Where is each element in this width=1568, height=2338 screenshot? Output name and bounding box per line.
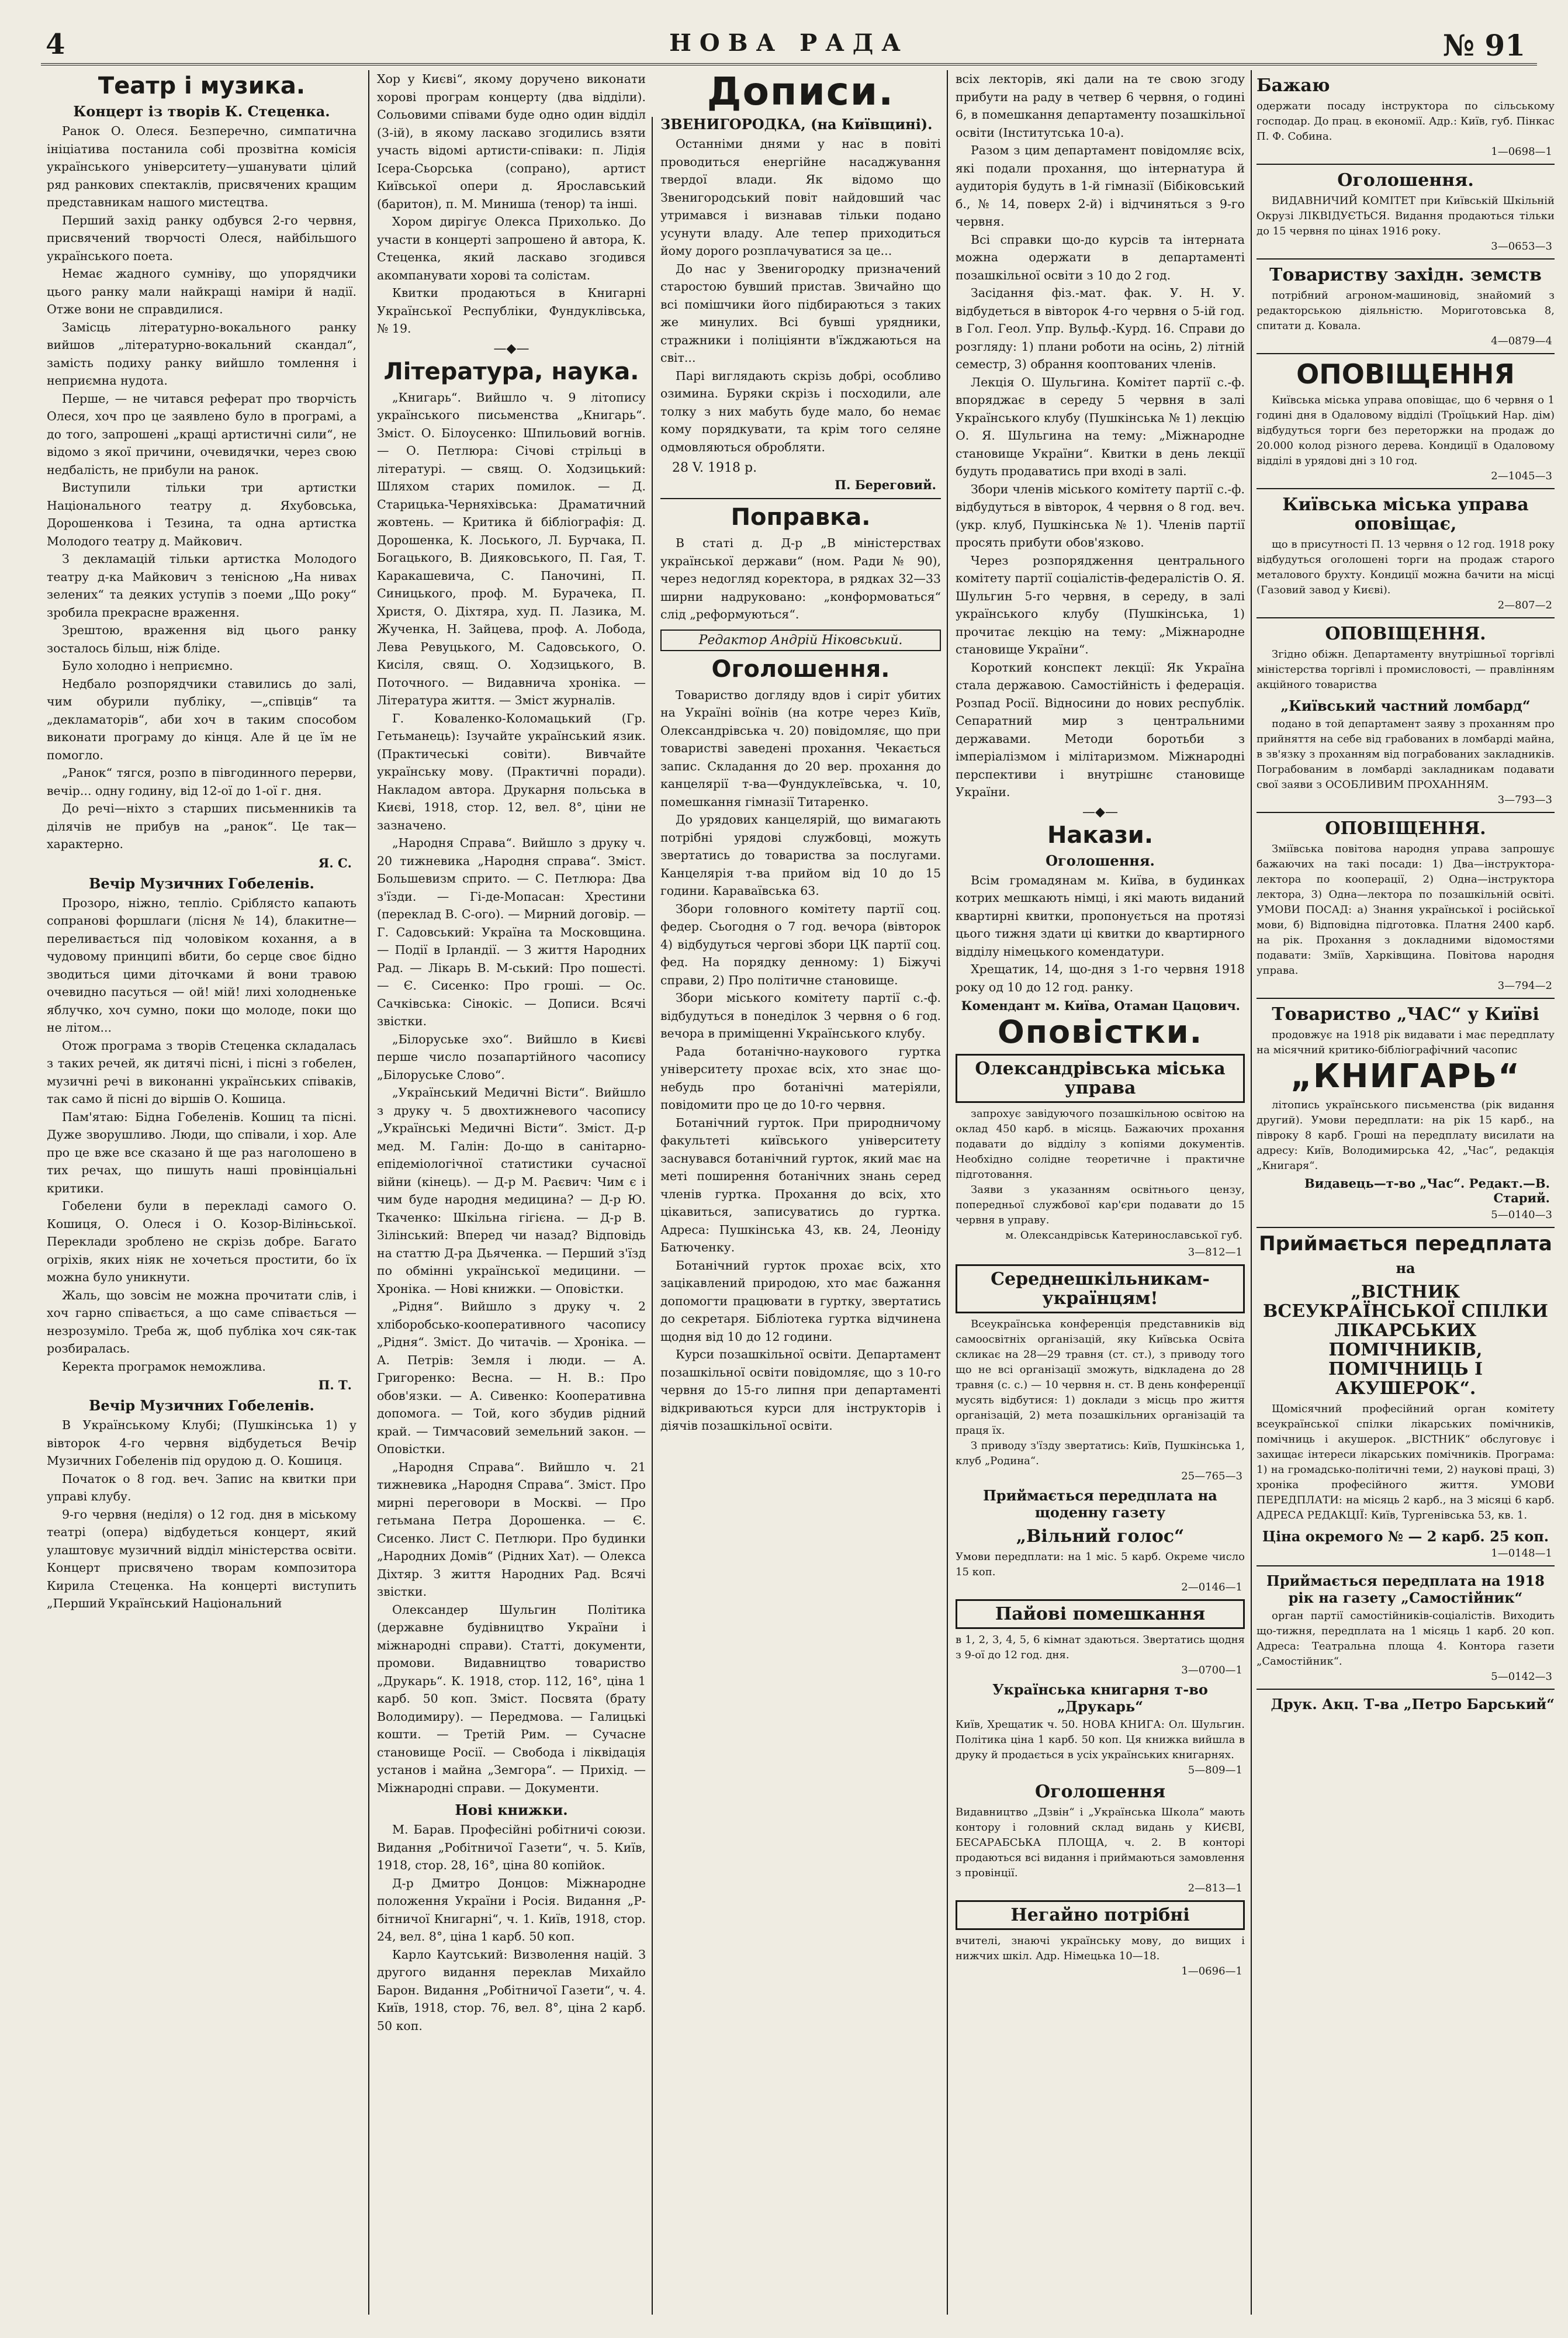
- ad-text: орган партії самостійників-соціалістів. Виходить що-тижня, передплата на 1 місяць 1 карб. 20 коп. Адреса: Театральна площа 4. Контора газети „Самостійник“.: [1257, 1609, 1555, 1668]
- paragraph: Прозоро, ніжно, тепліо. Сріблясто капають сопранові форшлаги (лісня № 14), блакитне—переливається під чоловіком кохання, а в чудовому принципі вбити, бо серце своє бідно зводиться цими діточками й вони травою очевидно пасуться — ой! мій! лихі холодненьке яблучко, хоч сумно, поки що молоде, поки що не літом...: [47, 895, 356, 1035]
- paragraph: „Народня Справа“. Вийшло ч. 21 тижневика „Народня Справа“. Зміст. Про мирні переговори в Москві. — Про гетьмана Петра Дорошенка. — Є. Сисенко. Лист С. Петлюри. Про будинки „Народних Домів“ (Рідних Хат). — Олекса Діхтяр. З життя Народних Рад. Всячі звістки.: [377, 1459, 646, 1599]
- paragraph: До речі—ніхто з старших письменників та ділячів не прибув на „ранок“. Це так—характерно.: [47, 801, 356, 851]
- rule: [1257, 812, 1555, 813]
- ad-text: продовжує на 1918 рік видавати і має передплату на місячний критико-бібліографічний часопис: [1257, 1029, 1555, 1057]
- section-heading-theatre: Театр і музика.: [98, 72, 306, 99]
- paragraph: Ботанічний гурток. При природничому факультеті київського університету заснувався ботанічний гурток, який має на меті поширення ботанічних знань серед членів гуртка. Прохання до всіх, хто цікавиться, записуватись до гуртка. Адреса: Пушкінська 43, кв. 24, Леоніду Батюченку.: [660, 1115, 941, 1254]
- rule: [1257, 1227, 1555, 1228]
- paragraph: Хором дирігує Олекса Прихолько. До участи в концерті запрошено й автора, К. Стеценка, який ласкаво згодився акомпанувати хорові та солістам.: [377, 215, 646, 282]
- paragraph: „Український Медичні Вісти“. Вийшло з друку ч. 5 двохтижневого часопису „Українські Медичні Вісти“. Зміст. Д-р мед. М. Галін: До-що в санітарно-епідеміологічної статистики сучасної війни (кінець). — Д-р М. Раєвич: Чим є і чим буде народня медицина? — Д-р Ю. Ткаченко: Шкільна гігієна. — Д-р В. Зілінський: Вперед чи назад? Відповідь на статтю Д-ра Дьяченка. — Перший з'їзд по обмінні української медицини. — Хроніка. — Нові книжки. — Оповістки.: [377, 1085, 646, 1296]
- signature: П. Т.: [318, 1378, 352, 1392]
- ad-title: „ВІСТНИК ВСЕУКРАЇНСЬКОЇ СПІЛКИ ЛІКАРСЬКИХ ПОМІЧНИКІВ, ПОМІЧНИЦЬ І АКУШЕРОК“.: [1262, 1281, 1549, 1399]
- dateline: ЗВЕНИГОРОДКА, (на Київщині).: [660, 116, 933, 133]
- article-heading: Нові книжки.: [455, 1801, 568, 1818]
- ad-heading: Українська книгарня т-во „Друкарь“: [992, 1681, 1208, 1715]
- ad-text: подано в той департамент заяву з проханням про прийняття на себе від грабованих в ломбарді майна, в зв'язку з проханням від пограбованих закладників. Пограбованим в ломбарді закладникам подавати свої заяви з ОСОБЛИВИМ ПРОХАННЯМ.: [1257, 718, 1555, 791]
- paragraph: Збори членів міського комітету партії с.-ф. відбудуться в вівторок, 4 червня о 8 год. веч. (укр. клуб, Пушкінська № 1). Членів партії просять прибути обов'язково.: [956, 482, 1245, 549]
- paragraph: Квитки продаються в Книгарні Української Республіки, Фундуклівська, № 19.: [377, 286, 646, 336]
- paragraph: Товариство догляду вдов і сиріт убитих на Україні воїнів (на котре через Київ, Олександрівська ч. 20) повідомляє, що при товаристві заведені прохання. Чекається запис. Складання до 20 вер. прохання до канцелярії т-ва—Фундуклеївська, ч. 10, помешкання гімназії Титаренко.: [660, 687, 941, 809]
- ad-heading: Приймається передплата на щоденну газету: [983, 1487, 1217, 1521]
- paragraph: Збори міського комітету партії с.-ф. відбудуться в понеділок 3 червня о 6 год. вечора в приміщенні Українського клубу.: [660, 991, 941, 1040]
- ad-text: Київська міська управа оповіщає, що 6 червня о 1 годині дня в Одаловому відділі (Троїцький Нар. дім) відбудуться торги без переторжки на продаж до 20.000 колод різного дерева. Кондиції в Одаловому відділі в урядові дні з 10 год.: [1257, 394, 1555, 468]
- ornament-divider: —◆—: [493, 341, 529, 356]
- paragraph: М. Барав. Професійні робітничі союзи. Видання „Робітничої Газети“, ч. 5. Київ, 1918, стор. 28, 16°, ціна 80 копійок.: [377, 1822, 646, 1872]
- ad-heading: Бажаю: [1257, 75, 1330, 96]
- paragraph: Керекта програмок неможлива.: [62, 1359, 266, 1374]
- ad-text: Київ, Хрещатик ч. 50. НОВА КНИГА: Ол. Шульгин. Політика ціна 1 карб. 50 коп. Ця книжка вийшла в друку й продається в усіх українських книгарнях.: [956, 1718, 1245, 1761]
- ad-heading: Товариство „ЧАС“ у Київі: [1272, 1004, 1539, 1025]
- ad-heading: Пайові помешкання: [956, 1599, 1245, 1629]
- issue-number: № 91: [1442, 28, 1525, 63]
- ad-heading: ОПОВІЩЕННЯ.: [1325, 818, 1486, 839]
- rule: [660, 498, 941, 499]
- paragraph: „Народня Справа“. Вийшло з друку ч. 20 тижневика „Народня справа“. Зміст. Большевизм сприто. — С. Петлюра: Два з'їзди. — Гі-де-Мопасан: Хрестини (переклад В. С-ого). — Мирний договір. — Г. Садовський: Україна та Московщина. — Події в Ірландії. — З життя Народних Рад. — Лікарь В. М-ський: Про пошесті. — Є. Сисенко: Про гроші. — Ос. Сачківська: Сінокіс. — Дописи. Всячі звістки.: [377, 836, 646, 1028]
- ad-text: ВИДАВНИЧИЙ КОМІТЕТ при Київській Шкільній Окрузі ЛІКВІДУЄТЬСЯ. Видання продаються тільки до 15 червня по цінах 1916 року.: [1257, 195, 1555, 237]
- paragraph: В Українському Клубі; (Пушкінська 1) у вівторок 4-го червня відбудеться Вечір Музичних Гобеленів під орудою д. О. Кошиця.: [47, 1418, 356, 1468]
- ad-code: 5—0140—3: [1491, 1209, 1552, 1222]
- ornament-divider: —◆—: [1082, 804, 1118, 819]
- paragraph: Гобелени були в перекладі самого О. Кошиця, О. Олеся і О. Козор-Віліньської. Переклади зроблено не скрізь добре. Багато огріхів, яких ніяк не хочеться простити, бо їх можна було уникнути.: [47, 1199, 356, 1284]
- ad-text: Щомісячний професійний орган комітету всеукраїнської спілки лікарських помічників, помічниць і акушерок. „ВІСТНИК“ обслуговує і захищає інтереси лікарських помічників. Програма: 1) на громадсько-політичні теми, 2) наукові праці, 3) хроніка професійного життя. УМОВИ ПЕРЕДПЛАТИ: на місяць 2 карб., на 3 місяці 6 карб. АДРЕСА РЕДАКЦІЇ: Київ, Тургенівська 53, кв. 1.: [1257, 1402, 1555, 1521]
- ad-price: Ціна окремого № — 2 карб. 25 коп.: [1262, 1527, 1549, 1545]
- rule: [1257, 1565, 1555, 1566]
- paragraph: Останніми днями у нас в повіті проводиться енергійне насаджування твердої влади. Як відомо що Звенигородський повіт найдовший час утримався і визнавав тільки подано усунути владу. Але тепер приходиться йому дорого розплачуватися за це...: [660, 137, 941, 258]
- ad-code: 25—765—3: [1181, 1470, 1242, 1482]
- ad-text: що в присутності П. 13 червня о 12 год. 1918 року відбудуться оголошені торги на продаж старого металового брухту. Кондиції можна бачити на місці (Газовий завод у Києві).: [1257, 538, 1555, 597]
- ad-subheading: на: [1396, 1259, 1415, 1277]
- paragraph: Всі справки що-до курсів та інтерната можна одержати в департаменті позашкільної освіти з 10 до 2 год.: [956, 232, 1245, 282]
- ad-code: 5—809—1: [1188, 1764, 1242, 1776]
- paragraph: Г. Коваленко-Коломацький (Гр. Гетьманець): Ізучайте український язик. (Практичеські совіти). Вивчайте українську мову. (Практичні поради). Накладом автора. Друкарня польська в Києві, 1918, стор. 12, вел. 8°, ціни не зазначено.: [377, 711, 646, 832]
- paragraph: „Ранок“ тягся, розпо в півгодинного перерви, вечір... одну годину, від 12-ої до 1-ої г. дня.: [47, 766, 356, 798]
- paragraph: Було холодно і неприємно.: [62, 659, 233, 673]
- ad-heading: Товариству західн. земств: [1269, 265, 1542, 285]
- rule: [1257, 353, 1555, 354]
- column-divider: [368, 70, 369, 2315]
- signature: Комендант м. Київа, Отаман Цацович.: [961, 998, 1240, 1013]
- paragraph: Перше, — не читався реферат про творчість Олеся, хоч про це заявлено було в програмі, а до того, запрошені „кращі артистичні сили“, не відомо з якої причини, очевидячки, через свою недбалість, не прибули на ранок.: [47, 391, 356, 477]
- paragraph: „Книгарь“. Вийшло ч. 9 літопису українського письменства „Книгарь“. Зміст. О. Білоусенко: Шпильовий вогнів. — О. Петлюра: Січові стрільці в літературі. — свящ. О. Ходзицький: Шляхом старих помилок. — Д. Старицька-Черняхівська: Драматичний жовтень. — Критика й бібліографія: Д. Дорошенка, К. Лоського, Л. Бурчака, П. Богацького, В. Дияковського, П. Гая, Т. Каракашевича, С. Паночині, П. Синицького, проф. М. Бурачека, П. Христя, О. Діхтяра, худ. П. Лазика, М. Жученка, Н. Зайцева, проф. А. Лобода, Лева Ревуцького, М. Садовського, О. Кисіля, свящ. О. Ходзицького, В. Поточного. — Видавнича хроніка. — Література життя. — Зміст журналів.: [377, 390, 646, 707]
- ad-text: одержати посаду інструктора по сільському господар. До прац. в економії. Адр.: Київ, губ. Пінкас П. Ф. Собина.: [1257, 100, 1555, 143]
- ad-code: 2—0146—1: [1181, 1581, 1242, 1593]
- paragraph: Парі виглядають скрізь добрі, особливо озимина. Буряки скрізь і посходили, але толку з них мабуть буде мало, бо немає кому порядкувати, та крім того селяне одмовляються обробляти.: [660, 368, 941, 454]
- column-divider: [652, 117, 653, 2315]
- ad-text: Видавництво „Дзвін“ і „Українська Школа“ мають контору і головний склад видань у КИЄВІ, БЕСАРАБСЬКА ПЛОЩА, ч. 2. В конторі продаються всі видання і приймаються замовлення з провінції.: [956, 1806, 1245, 1879]
- paragraph: Курси позашкільної освіти. Департамент позашкільної освіти повідомляє, що з 10-го червня до 15-го липня при департаменті відкриваються курси для інструкторів і діячів позашкільної освіти.: [660, 1347, 941, 1433]
- section-heading-dopysy: Дописи.: [707, 70, 895, 114]
- paragraph: Через розпорядження центрального комітету партії соціалістів-федералістів О. Я. Шульгин 5-го червня, в середу, в залі українського клубу (Пушкінська, 1) прочитає лекцію на тему: „Міжнародне становище України“.: [956, 553, 1245, 656]
- ad-title: „Вільний голос“: [1016, 1526, 1185, 1547]
- article-date: 28 V. 1918 р.: [672, 461, 757, 475]
- column-4: [956, 70, 1245, 2315]
- paragraph: „Рідня“. Вийшло з друку ч. 2 хліборобсько-кооперативного часопису „Рідня“. Зміст. До читачів. — Хроніка. — А. Петрів: Земля і люди. — А. Григоренко: Весна. — Н. В.: Про обов'язки. — А. Сивенко: Кооперативна допомога. — Той, кого збудив рідний край. — Тимчасовий земельний закон. — Оповістки.: [377, 1299, 646, 1456]
- ad-code: 5—0142—3: [1491, 1670, 1552, 1683]
- ad-heading: Олександрівська міська управа: [956, 1054, 1245, 1103]
- paragraph: Отож програма з творів Стеценка складалась з таких речей, як дитячі пісні, і пісні з гобелен, музичні речі в виконанні українських співаків, так само й пісні до віршів О. Кошица.: [47, 1038, 356, 1106]
- ad-text: Всеукраїнська конференція представників від самоосвітніх організацій, яку Київська Освіта скликає на 28—29 травня (ст. ст.), з приводу того що не всі організації зможуть, відкладена до 28 травня (с. с.) — 10 червня н. ст. В день конференції мусять відбутися: 1) доклади з місць про життя організацій, 2) мета позашкільних організацій та праця їх.: [956, 1318, 1245, 1437]
- signature: П. Береговий.: [835, 478, 936, 492]
- ad-text: Згідно обіжн. Департаменту внутрішньої торгівлі міністерства торгівлі і промисловості, — правлінням акційного товариства: [1257, 648, 1555, 691]
- ad-code: 3—793—3: [1497, 794, 1552, 807]
- column-divider: [947, 70, 948, 2315]
- rule: [1257, 617, 1555, 618]
- paragraph: Пам'ятаю: Бідна Гобеленів. Кошиц та пісні. Дуже зворушливо. Люди, що співали, і хор. Але про це вже все сказано й ще раз наголошено в тих речах, що пишуть наші провінціальні критики.: [47, 1109, 356, 1195]
- editor-line: Редактор Андрій Ніковський.: [660, 630, 941, 651]
- paragraph: До нас у Звенигородку призначений старостою бувший пристав. Звичайно що всі помішчики його підбираються з таких же минулих. Всі бувші урядники, стражники і поліціянти в'їжджаються на світ...: [660, 261, 941, 365]
- ad-text: літопись українського письменства (рік видання другий). Умови передплати: на рік 15 карб., на півроку 8 карб. Гроші на передплату висилати на адресу: Київ, Володимирська 42, „Час“, редакція „Книгаря“.: [1257, 1099, 1555, 1173]
- section-heading-ogoloshennia: Оголошення.: [711, 655, 890, 683]
- paragraph: Разом з цим департамент повідомляє всіх, які подали прохання, що інтернатура й аудиторія будуть в 1-й гімназії (Бібіковський б., № 14, поверх 2-й) і відчиняться з 9-го червня.: [956, 143, 1245, 229]
- paragraph: Всім громадянам м. Київа, в будинках котрих мешкають німці, і які мають виданий квартирні квитки, пропонується на протязі цього тижня здати ці квитки до квартирного відділу німецького комендатури.: [956, 873, 1245, 959]
- paragraph: Зрештою, враження від цього ранку зосталось більш, ніж бліде.: [47, 623, 356, 655]
- paragraph: Немає жадного сумніву, що упорядчики цього ранку мали найкращі наміри й надії. Отже вони не справдилися.: [47, 267, 356, 316]
- ad-text: З приводу з'їзду звертатись: Київ, Пушкінська 1, клуб „Родина“.: [956, 1440, 1245, 1467]
- paragraph: „Білоруське эхо“. Вийшло в Києві перше число позапартійного часопису „Білоруське Слово“.: [377, 1032, 646, 1082]
- ad-code: 1—0148—1: [1491, 1547, 1552, 1559]
- rule: [1257, 998, 1555, 999]
- ad-heading: Оголошення.: [1337, 170, 1474, 191]
- section-heading-opovistky: Оповістки.: [997, 1014, 1203, 1050]
- column-5: [1257, 70, 1555, 2315]
- ad-heading: Приймається передплата на 1918 рік на газету „Самостійник“: [1266, 1572, 1545, 1606]
- ad-heading: Негайно потрібні: [956, 1900, 1245, 1930]
- ad-code: 2—813—1: [1188, 1882, 1242, 1894]
- paragraph: Олександер Шульгин Політика (державне будівництво України і міжнародні справи). Статті, документи, промови. Видавництво товариство „Друкарь“. К. 1918, стор. 112, 16°, ціна 1 карб. 50 коп. Зміст. Посвята (брату Володимиру). — Передмова. — Галицькі кошти. — Третій Рим. — Сучасне становище Росії. — Свобода і ліквідація установ і майна „Земгора“. — Прихід. — Міжнародні справи. — Документи.: [377, 1602, 646, 1795]
- ad-title: „Київський частний ломбард“: [1280, 697, 1531, 715]
- ad-text: Зміївська повітова народня управа запрошує бажаючих на такі посади: 1) Два—інструктора-лектора по кооперації, 2) Одна—інструктора лектора, 3) Одна—лектора по позашкільній освіті. УМОВИ ПОСАД: а) Знання української і російської мови, б) Відповідна підготовка. Платня 2400 карб. на рік. Прохання з докладними відомостями подавати: Зміїв, Харківщина. Повітова народня управа.: [1257, 843, 1555, 977]
- ad-code: 4—0879—4: [1491, 335, 1552, 347]
- column-1: [47, 70, 356, 2315]
- paragraph: Короткий конспект лекції: Як Україна стала державою. Самостійність і федерація. Розпад Росії. Відносини до нових республік. Сепаратний мир з центральними державами. Методи боротьби з імперіалізмом і мілітаризмом. Міжнародні перспективи і внутрішнє становище України.: [956, 660, 1245, 799]
- paragraph: Лекція О. Шульгина. Комітет партії с.-ф. впоряджає в середу 5 червня в залі Українського клубу (Пушкінська № 1) лекцію О. Я. Шульгина на тему: „Міжнародне становище України“. Квитки в день лекції будуть продаватись при вході в залі.: [956, 375, 1245, 478]
- ad-code: 1—0696—1: [1181, 1965, 1242, 1977]
- paragraph: Виступили тільки три артистки Національного театру д. Яхубовська, Дорошенкова і Тезина, та одна артистка Молодого театру д. Майкович.: [47, 480, 356, 548]
- paragraph: Збори головного комітету партії соц. федер. Сьогодня о 7 год. вечора (вівторок 4) відбудуться чергові збори ЦК партії соц. фед. На порядку денному: 1) Біжучі справи, 2) Про політичне становище.: [660, 901, 941, 987]
- ad-code: 2—1045—3: [1491, 470, 1552, 483]
- section-heading-correction: Поправка.: [731, 504, 871, 531]
- article-heading: Оголошення.: [1046, 852, 1155, 869]
- paragraph: Хрещатик, 14, що-дня з 1-го червня 1918 року од 10 до 12 год. ранку.: [956, 962, 1245, 994]
- column-2: [377, 70, 646, 2315]
- paragraph: Засідання фіз.-мат. фак. У. Н. У. відбудеться в вівторок 4-го червня о 5-ій год. в Гол. Геол. Упр. Вульф.-Курд. 16. Справи до розгляду: 1) плани роботи на осінь, 2) літній семестр, 3) обрання кооптованих членів.: [956, 286, 1245, 371]
- ad-text: потрібний агроном-машиновід, знайомий з редакторською діяльністю. Мориготовська 8, спитати д. Ковала.: [1257, 289, 1555, 332]
- ad-code: 3—0700—1: [1181, 1664, 1242, 1676]
- page-header: [41, 28, 1537, 65]
- newspaper-title: НОВА РАДА: [669, 29, 909, 57]
- ad-text: Заяви з указанням освітнього цензу, попередньої службової кар'єри подавати до 15 червня в управу.: [956, 1184, 1245, 1226]
- paragraph: Ботанічний гурток прохає всіх, хто зацікавлений природою, хто має бажання допомогти працювати в гуртку, звертатись до секретаря. Бібліотека гуртка відчинена щодня від 10 до 12 години.: [660, 1258, 941, 1344]
- paragraph: Перший захід ранку одбувся 2-го червня, присвячений творчості Олеся, найбільшого українського поета.: [47, 213, 356, 263]
- rule: [1257, 164, 1555, 165]
- paragraph: До урядових канцелярій, що вимагають потрібні урядові службовці, можуть звертатись до товариства за послугами. Канцелярія т-ва прийом від 10 до 15 години. Караваївська 63.: [660, 812, 941, 898]
- ad-code: 3—0653—3: [1491, 240, 1552, 253]
- article-heading: Концерт із творів К. Стеценка.: [73, 103, 330, 120]
- ad-code: 3—794—2: [1497, 980, 1552, 992]
- paragraph: всіх лекторів, які дали на те свою згоду прибути на раду в четвер 6 червня, о годині 6, в помешкання департаменту позашкільної освіти (Інститутська 10-а).: [956, 72, 1245, 140]
- ad-text: вчителі, знаючі українську мову, до вищих і нижчих шкіл. Адр. Німецька 10—18.: [956, 1935, 1245, 1962]
- column-3: [660, 70, 941, 2315]
- ad-heading: Оголошення: [1034, 1782, 1166, 1802]
- ad-heading: Середнешкільникам-українцям!: [956, 1264, 1245, 1313]
- section-heading-nakazy: Накази.: [1047, 821, 1154, 849]
- paragraph: Хор у Києві“, якому доручено виконати хорові програм концерту (два відділи). Сольовими співами буде одно один відділ (3-ій), в якому ласкаво згодились взяти участь відомі артисти-співаки: п. Лідія Ісера-Сьорська (сопрано), артист Київської опери д. Ярославський (баритон), п. М. Миниша (тенор) та інші.: [377, 72, 646, 211]
- paragraph: Жаль, що зовсім не можна прочитати слів, і хоч гарно співається, а що саме співається — незрозуміло. Треба ж, щоб публіка хоч сяк-так розбиралась.: [47, 1288, 356, 1355]
- ad-text: в 1, 2, 3, 4, 5, 6 кімнат здаються. Звертатись щодня з 9-ої до 12 год. дня.: [956, 1634, 1245, 1661]
- ad-text: Умови передплати: на 1 міс. 5 карб. Окреме число 15 коп.: [956, 1551, 1245, 1578]
- paragraph: Д-р Дмитро Донцов: Міжнародне положення України і Росія. Видання „Р-бітничої Книгарні“, ч. 1. Київ, 1918, стор. 24, вел. 8°, ціна 1 карб. 50 коп.: [377, 1876, 646, 1943]
- paragraph: Ранок О. Олеся. Безперечно, симпатична ініціатива постанила собі прозвітна комісія українського університету—ушанувати цілий ряд ранкових спектаклів, присвячених кращим представникам нашого мистецтва.: [47, 124, 356, 209]
- ad-heading: Приймається передплата: [1259, 1232, 1552, 1256]
- rule: [1257, 258, 1555, 260]
- article-heading: Вечір Музичних Гобеленів.: [89, 1397, 314, 1414]
- ad-heading: ОПОВІЩЕННЯ.: [1325, 624, 1486, 645]
- paragraph: З декламацій тільки артистка Молодого театру д-ка Майкович з тенісною „На нивах зелених“ та деяких уступів з поеми „Що року“ зробила прекрасне враження.: [47, 552, 356, 620]
- ad-heading: ОПОВІЩЕННЯ: [1296, 358, 1515, 390]
- rule: [1257, 488, 1555, 489]
- ad-signature: м. Олександрівськ Катеринославської губ.: [1005, 1229, 1242, 1241]
- rule: [1257, 1689, 1555, 1690]
- paragraph: В статі д. Д-р „В міністерствах української держави“ (ном. Ради № 90), через недогляд коректора, в рядках 32—33 ширни надруковано: „конформоваться“ слід „реформуються“.: [660, 536, 941, 621]
- ad-text: запрохує завідуючого позашкільною освітою на оклад 450 карб. в місяць. Бажаючих прохання подавати до відділу з копіями документів. Необхідно соліднe теоретичне і практичне підготовання.: [956, 1108, 1245, 1181]
- paragraph: Карло Каутський: Визволення націй. З другого видання переклав Михайло Барон. Видання „Робітничої Газети“, ч. 4. Київ, 1918, стор. 76, вел. 8°, ціна 2 карб. 50 коп.: [377, 1947, 646, 2033]
- column-divider: [1251, 70, 1252, 2315]
- ad-code: 1—0698—1: [1491, 146, 1552, 158]
- ad-heading: Київська міська управа оповіщає,: [1282, 494, 1529, 535]
- ad-publisher: Видавець—т-во „Час“. Редакт.—В. Старий.: [1304, 1176, 1550, 1206]
- ad-title: „КНИГАРЬ“: [1290, 1057, 1521, 1096]
- paragraph: Недбало розпорядчики ставились до залі, чим обурили публіку, —„співців“ та „декламаторів“, аби хоч в таким способом виконати програму до кінця. Але й це їм не помогло.: [47, 676, 356, 762]
- paragraph: Рада ботанічно-наукового гуртка університету прохає всіх, хто знає що-небудь про ботанічні матеріяли, повідомити про це до 10-го червня.: [660, 1044, 941, 1112]
- signature: Я. С.: [318, 855, 352, 870]
- ad-code: 2—807—2: [1497, 599, 1552, 612]
- article-heading: Вечір Музичних Гобеленів.: [89, 874, 314, 892]
- printer-line: Друк. Акц. Т-ва „Петро Барський“: [1271, 1695, 1555, 1713]
- section-heading-literature: Література, наука.: [383, 358, 639, 385]
- paragraph: Початок о 8 год. веч. Запис на квитки при управі клубу.: [47, 1471, 356, 1503]
- page-number: 4: [46, 28, 65, 61]
- ad-code: 3—812—1: [1188, 1246, 1242, 1258]
- paragraph: Замісць літературно-вокального ранку вийшов „літературно-вокальний скандал“, замість подиху ранку вийшло томлення і неприємна нудота.: [47, 320, 356, 388]
- paragraph: 9-го червня (неділя) о 12 год. дня в міському театрі (опера) відбудеться концерт, який улаштовує музичний відділ міністерства освіти. Концерт присвячено творам композитора Кирила Стеценка. На концерті виступить „Перший Український Національний: [47, 1507, 356, 1610]
